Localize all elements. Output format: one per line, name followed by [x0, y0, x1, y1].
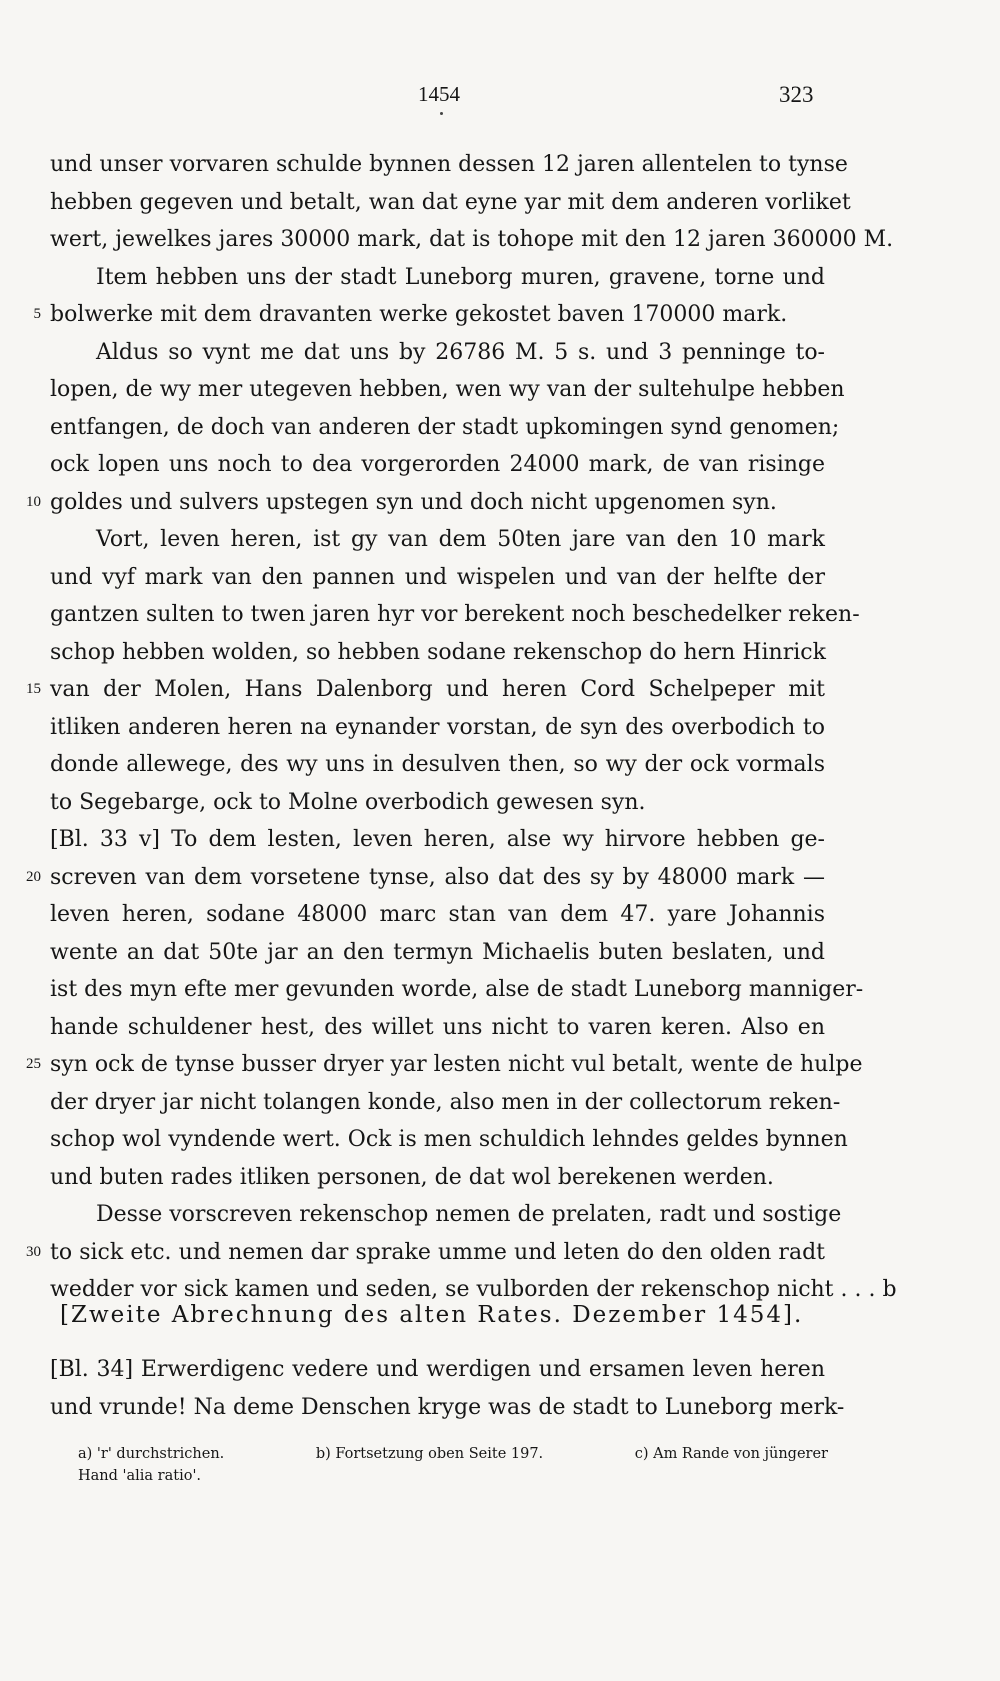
footnote-b: b) Fortsetzung oben Seite 197.	[315, 1446, 544, 1462]
text-line	[50, 521, 825, 559]
line-text: wente an dat 50te jar an den termyn Michaelis buten beslaten, und	[50, 939, 825, 965]
text-line	[50, 821, 825, 859]
line-text: [Bl. 33 v] To dem lesten, leven heren, alse wy hirvore hebben ge-	[50, 827, 825, 852]
line-number: 25	[26, 1056, 41, 1072]
line-text: to sick etc. und nemen dar sprake umme und leten do den olden radt	[50, 1239, 825, 1265]
line-text: donde allewege, des wy uns in desulven then, so wy der ock vormals	[50, 752, 825, 777]
line-text: wert, jewelkes jares 30000 mark, dat is tohope mit den 12 jaren 360000 M.	[50, 227, 894, 252]
line-number: 10	[26, 493, 41, 510]
text-line	[26, 1046, 863, 1084]
line-text: leven heren, sodane 48000 marc stan van dem 47. yare Johannis	[50, 902, 825, 927]
text-line	[50, 709, 825, 747]
text-line	[50, 784, 825, 822]
text-line	[26, 859, 825, 897]
line-text: und vyf mark van den pannen und wispelen und van der helfte der	[50, 564, 825, 590]
text-line	[50, 1351, 825, 1389]
line-text: Desse vorscreven rekenschop nemen de prelaten, radt und sostige	[96, 1202, 842, 1227]
line-text: syn ock de tynse busser dryer yar lesten nicht vul betalt, wente de hulpe	[50, 1052, 863, 1077]
text-line	[50, 596, 860, 634]
text-line	[50, 1121, 848, 1159]
line-number: 20	[26, 868, 41, 885]
line-text: wedder vor sick kamen und seden, se vulborden der rekenschop nicht . . . b	[50, 1277, 897, 1302]
text-line	[50, 221, 894, 259]
line-text: hande schuldener hest, des willet uns nicht to varen keren. Also en	[50, 1014, 825, 1040]
footnote-c: c) Am Rande von jüngerer	[634, 1446, 828, 1462]
section-body	[50, 1351, 845, 1426]
line-text: und buten rades itliken personen, de dat wol berekenen werden.	[50, 1164, 774, 1190]
line-text: lopen, de wy mer utegeven hebben, wen wy van der sultehulpe hebben	[50, 377, 845, 402]
line-text: schop wol vyndende wert. Ock is men schuldich lehndes geldes bynnen	[50, 1127, 848, 1152]
line-text: Item hebben uns der stadt Luneborg muren, gravene, torne und	[96, 264, 825, 290]
page-number: 323	[779, 82, 814, 107]
footnotes	[78, 1443, 828, 1487]
text-line	[50, 184, 851, 222]
text-line	[50, 1389, 845, 1427]
line-text: to Segebarge, ock to Molne overbodich gewesen syn.	[50, 789, 646, 815]
text-line	[50, 1009, 825, 1047]
line-text: screven van dem vorsetene tynse, also dat des sy by 48000 mark —	[50, 864, 825, 890]
text-line	[50, 1159, 825, 1197]
text-line	[50, 746, 825, 784]
line-text: goldes und sulvers upstegen syn und doch nicht upgenomen syn.	[50, 489, 777, 515]
line-text: Aldus so vynt me dat uns by 26786 M. 5 s. und 3 penninge to-	[96, 339, 825, 365]
body-text	[26, 146, 897, 1309]
line-text: schop hebben wolden, so hebben sodane rekenschop do hern Hinrick	[50, 639, 826, 665]
line-number: 15	[26, 681, 41, 697]
page-header	[0, 82, 1000, 112]
text-line	[50, 971, 864, 1009]
line-text: ock lopen uns noch to dea vorgerorden 24000 mark, de van risinge	[50, 452, 825, 477]
text-line	[50, 934, 825, 972]
header-mark	[440, 112, 443, 115]
section-heading: [Zweite Abrechnung des alten Rates. Dezember 1454].	[60, 1302, 804, 1328]
header-year: 1454	[418, 82, 460, 106]
line-text: hebben gegeven und betalt, wan dat eyne yar mit dem anderen vorliket	[50, 189, 851, 215]
line-text: der dryer jar nicht tolangen konde, also men in der collectorum reken-	[50, 1089, 841, 1115]
line-number: 30	[26, 1243, 41, 1260]
line-text: itliken anderen heren na eynander vorstan, de syn des overbodich to	[50, 714, 825, 740]
text-line	[26, 1234, 825, 1272]
text-line	[26, 671, 825, 709]
text-line	[50, 896, 825, 934]
text-line	[50, 446, 825, 484]
text-line	[50, 334, 825, 372]
line-text: Vort, leven heren, ist gy van dem 50ten jare van den 10 mark	[96, 527, 825, 552]
text-line	[50, 559, 825, 597]
text-line	[50, 634, 825, 672]
line-text: bolwerke mit dem dravanten werke gekostet baven 170000 mark.	[50, 302, 788, 327]
text-line	[50, 1196, 842, 1234]
text-line	[50, 259, 825, 297]
footnote-a: a) 'r' durchstrichen.	[78, 1446, 225, 1462]
text-line	[50, 371, 845, 409]
line-text: van der Molen, Hans Dalenborg und heren Cord Schelpeper mit	[50, 677, 825, 702]
line-number: 5	[33, 306, 41, 322]
line-text: [Bl. 34] Erwerdigenc vedere und werdigen und ersamen leven heren	[50, 1357, 825, 1382]
text-line	[50, 146, 848, 184]
text-line	[26, 484, 825, 522]
line-text: gantzen sulten to twen jaren hyr vor berekent noch beschedelker reken-	[50, 602, 860, 627]
line-text: ist des myn efte mer gevunden worde, alse de stadt Luneborg manniger-	[50, 977, 864, 1002]
footnote-c-continued: Hand 'alia ratio'.	[78, 1468, 202, 1484]
text-line	[50, 409, 840, 447]
line-text: und vrunde! Na deme Denschen kryge was de stadt to Luneborg merk-	[50, 1394, 845, 1420]
line-text: entfangen, de doch van anderen der stadt upkomingen synd genomen;	[50, 414, 840, 440]
text-line	[50, 1084, 841, 1122]
line-text: und unser vorvaren schulde bynnen dessen 12 jaren allentelen to tynse	[50, 152, 848, 177]
text-line	[33, 296, 825, 334]
